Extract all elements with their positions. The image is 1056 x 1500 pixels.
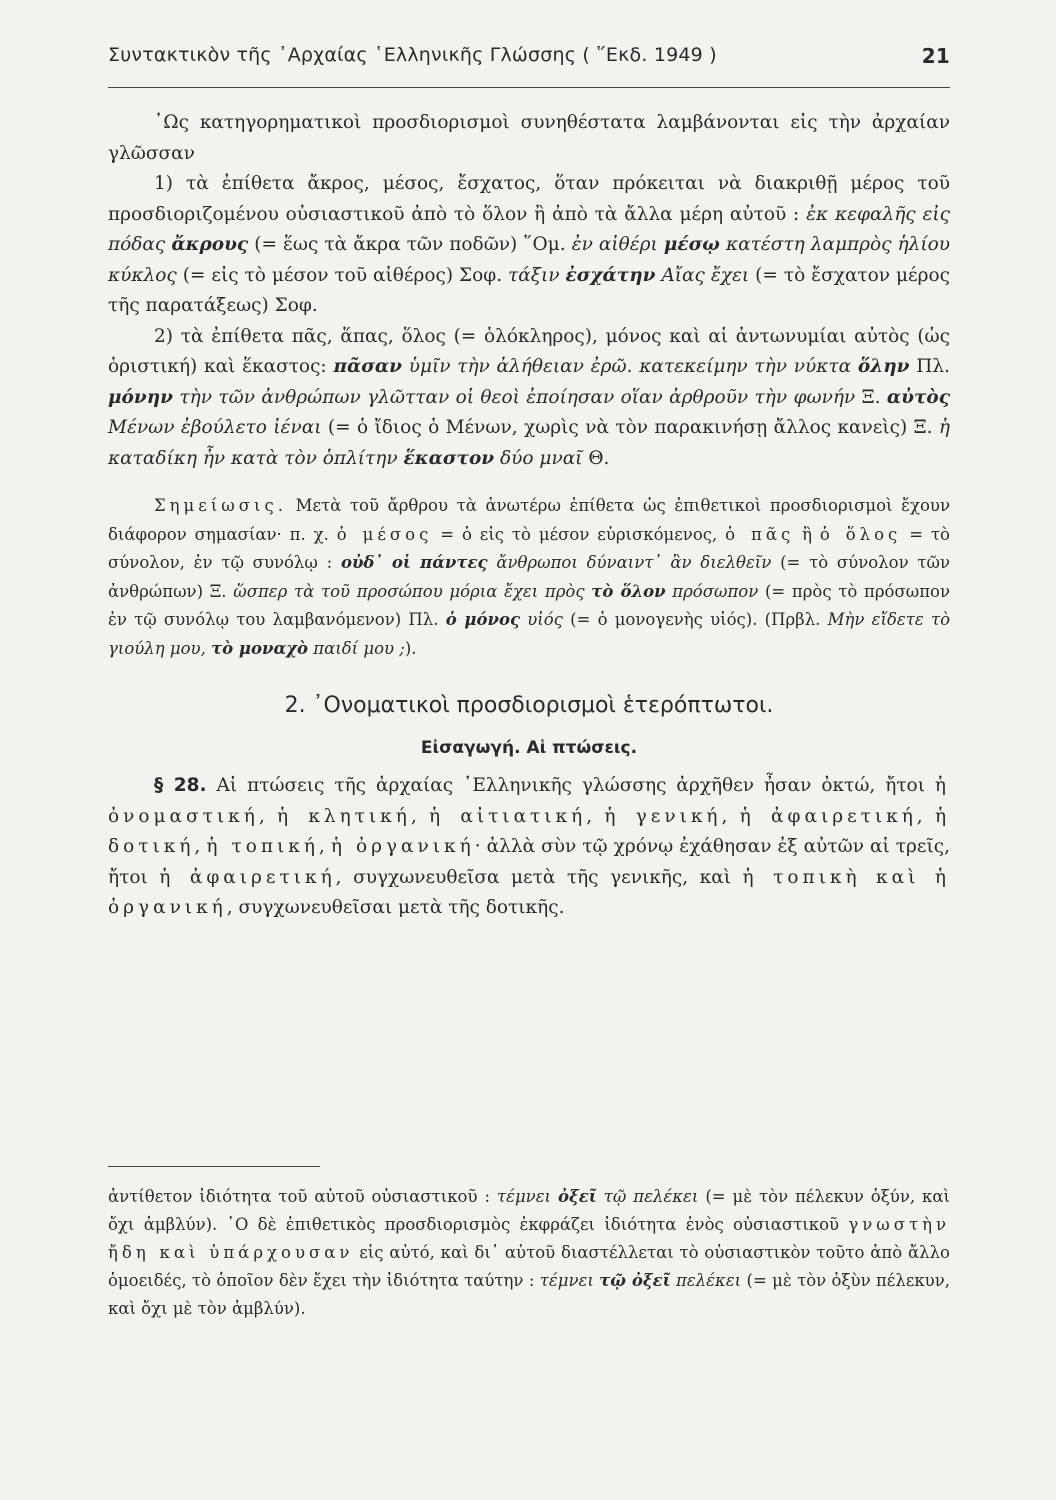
spaced-term: ὁ πᾶς [725, 524, 795, 544]
example-text: τάξιν [508, 264, 566, 286]
separator: , [258, 805, 277, 827]
page-number: 21 [921, 44, 950, 68]
text: 1) τὰ ἐπίθετα ἄκρος, μέσος, ἔσχατος, ὅταν πρόκειται νὰ διακριθῇ μέρος τοῦ προσδιοριζομένου οὐσιαστικοῦ ἀπὸ τὸ ὅλον ἢ ἀπὸ τὰ ἄλλα μέρη αὐτοῦ : [108, 173, 950, 225]
header-rule [108, 87, 950, 88]
gloss: Θ. [582, 447, 610, 469]
case-name: ἡ τοπικὴ καὶ ἡ ὀργανική [108, 866, 950, 918]
text: , συγχωνευθεῖσαι μετὰ τῆς δοτικῆς. [226, 897, 565, 918]
highlighted-word: ἕκαστον [403, 447, 495, 469]
separator: , [586, 805, 605, 827]
text: = τὸ σύνολον, ἐν τῷ συνόλῳ : [108, 524, 950, 572]
highlighted-word: ἄκρους [171, 234, 249, 255]
text: εἰς αὐτό, καὶ δι᾿ αὐτοῦ διαστέλλεται τὸ οὐσιαστικὸν τοῦτο ἀπὸ ἄλλο ὁμοειδές, τὸ ὁποῖον δὲν ἔχει τὴν ἰδιότητα ταύτην : [108, 1243, 950, 1290]
section-subtitle: Εἰσαγωγή. Αἱ πτώσεις. [420, 738, 638, 758]
gloss: Ξ. [855, 386, 887, 408]
case-name: ἡ τοπική [206, 836, 319, 857]
text: (= τὸ σύνολον τῶν ἀνθρώπων) Ξ. [108, 553, 950, 601]
example-text: ἐν αἰθέρι [571, 234, 664, 255]
text: Μετὰ τοῦ ἄρθρου τὰ ἀνωτέρω ἐπίθετα ὡς ἐπιθετικοὶ προσδιορισμοὶ ἔχουν διάφορον σημασίαν· π. χ. [108, 496, 950, 544]
running-head [108, 44, 950, 66]
case-name: ἡ αἰτιατική [428, 805, 587, 827]
separator: , [194, 836, 207, 857]
text: ἢ [794, 524, 820, 544]
text: 2) τὰ ἐπίθετα πᾶς, ἅπας, ὅλος (= ὁλόκληρος), μόνος καὶ αἱ ἀντωνυμίαι αὐτὸς (ὡς ὁριστική) καὶ ἕκαστος: [108, 325, 950, 377]
paragraph-number: § 28. [154, 775, 207, 796]
example-text: ὑμῖν τὴν ἀλήθειαν ἐρῶ. κατεκείμην τὴν νύκτα [401, 356, 858, 377]
text: · ἀλλὰ σὺν τῷ χρόνῳ ἐχάθησαν ἐξ αὐτῶν αἱ τρεῖς, ἤτοι [108, 836, 950, 888]
text: Αἱ πτώσεις τῆς ἀρχαίας ῾Ελληνικῆς γλώσσης ἀρχῆθεν ἦσαν ὀκτώ, ἤτοι [206, 775, 935, 796]
highlighted-word: ἐσχάτην [565, 264, 656, 286]
point-1-paragraph [108, 169, 950, 322]
text: (= πρὸς τὸ πρόσωπον ἐν τῷ συνόλῳ του λαμβανόμενον) Πλ. [108, 581, 951, 629]
case-name: ἡ κλητική [276, 805, 411, 827]
gloss: (= εἰς τὸ μέσον τοῦ αἰθέρος) Σοφ. [176, 264, 509, 286]
highlighted-word: μέσῳ [663, 234, 720, 255]
case-name: ἡ ἀφαιρετική [739, 805, 917, 827]
footnote [108, 1183, 950, 1323]
example-text: τὴν τῶν ἀνθρώπων γλῶτταν οἱ θεοὶ ἐποίησαν οἵαν ἀρθροῦν τὴν φωνήν [173, 386, 856, 408]
text: = ὁ εἰς τὸ μέσον εὑρισκόμενος, [432, 524, 726, 544]
gloss: (= τὸ ἔσχατον μέρος τῆς παρατάξεως) Σοφ. [108, 264, 950, 316]
example-text: ἡ καταδίκη ἦν κατὰ τὸν ὁπλίτην [108, 417, 951, 469]
case-name: ἡ ὀργανική [330, 836, 475, 857]
spaced-term: γνωστὴν ἤδη καὶ ὑπάρχουσαν [108, 1215, 950, 1262]
note-label: Σημείωσις. [154, 496, 287, 515]
main-text [108, 108, 950, 924]
section-title: 2. ᾿Ονοματικοὶ προσδιορισμοὶ ἑτερόπτωτοι. [284, 693, 774, 718]
note-paragraph [108, 492, 950, 663]
spaced-term: ὁ μέσος [336, 524, 433, 544]
text: (= ὁ μονογενὴς υἱός). (Πρβλ. [562, 610, 828, 629]
highlighted-word: ὁ μόνος [445, 610, 521, 629]
text: (= μὲ τὸν ὀξὺν πέλεκυν, καὶ ὄχι μὲ τὸν ἀμβλύν). [108, 1271, 950, 1318]
text: ἀντίθετον ἰδιότητα τοῦ αὐτοῦ οὐσιαστικοῦ : [108, 1187, 497, 1206]
highlighted-word: μόνην [108, 386, 174, 408]
case-name: ἡ δοτική [108, 805, 951, 857]
case-name: ἡ γενική [604, 805, 722, 827]
example-text: πελέκει [670, 1271, 742, 1290]
separator: , [410, 805, 429, 827]
example-text: Μὴν εἴδετε τὸ γιούλη μου, [108, 610, 951, 658]
example-text: ἄνθρωποι δύναιντ᾿ ἂν διελθεῖν [487, 553, 772, 572]
intro-text: ῾Ως κατηγορηματικοὶ προσδιορισμοὶ συνηθέστατα λαμβάνονται εἰς τὴν ἀρχαίαν γλῶσσαν [108, 112, 950, 164]
example-text: υἱός [520, 610, 563, 629]
highlighted-word: οὐδ᾿ οἱ πάντες [340, 553, 488, 572]
highlighted-word: τῷ ὀξεῖ [599, 1271, 671, 1290]
text: , συγχωνευθεῖσα μετὰ τῆς γενικῆς, καὶ [335, 866, 743, 888]
intro-paragraph [108, 108, 950, 169]
footnote-paragraph [108, 1183, 950, 1323]
example-text: πρόσωπον [665, 581, 759, 601]
example-text: τέμνει [539, 1271, 600, 1290]
highlighted-word: τὸ ὅλον [591, 581, 666, 601]
gloss: (= ὁ ἴδιος ὁ Μένων, χωρὶς νὰ τὸν παρακινήσῃ ἄλλος κανεὶς) Ξ. [321, 417, 939, 438]
highlighted-word: ὅλην [857, 356, 910, 377]
running-title: Συντακτικὸν τῆς ᾿Αρχαίας ῾Ελληνικῆς Γλώσσης ( ῞Εκδ. 1949 ) [108, 44, 717, 66]
example-text: παιδί μου ; [308, 638, 405, 658]
separator: , [318, 836, 331, 857]
example-text: Αἴας ἔχει [655, 264, 750, 286]
example-text: Μένων ἐβούλετο ἰέναι [108, 417, 322, 438]
gloss: (= ἕως τὰ ἄκρα τῶν ποδῶν) ῞Ομ. [248, 234, 572, 255]
gloss: Πλ. [909, 356, 951, 377]
highlighted-word: ὀξεῖ [557, 1187, 597, 1206]
example-text: ἐκ κεφαλῆς εἰς πόδας [108, 203, 951, 255]
example-text: δύο μναῖ [494, 447, 583, 469]
footnote-rule [108, 1166, 320, 1167]
example-text: τῷ πελέκει [596, 1187, 699, 1206]
highlighted-word: τὸ μοναχὸ [211, 638, 308, 658]
separator: , [916, 805, 935, 827]
case-name: ἡ ἀφαιρετική [159, 866, 336, 888]
case-name: ἡ ὀνομαστική [108, 775, 950, 827]
highlighted-word: αὐτὸς [886, 386, 950, 408]
spaced-term: ὁ ὅλος [819, 524, 902, 544]
text: (= μὲ τὸν πέλεκυν ὀξύν, καὶ ὄχι ἀμβλύν). ῾Ο δὲ ἐπιθετικὸς προσδιορισμὸς ἐκφράζει ἰδιότητα ἑνὸς οὐσιαστικοῦ [108, 1187, 950, 1234]
point-2-paragraph [108, 322, 950, 475]
example-text: ὥσπερ τὰ τοῦ προσώπου μόρια ἔχει πρὸς [233, 581, 592, 601]
text: ). [404, 638, 417, 658]
paragraph-28 [108, 771, 950, 924]
example-text: τέμνει [496, 1187, 558, 1206]
separator: , [721, 805, 740, 827]
highlighted-word: πᾶσαν [333, 356, 402, 377]
example-text: κατέστη λαμπρὸς ἡλίου κύκλος [108, 234, 950, 286]
